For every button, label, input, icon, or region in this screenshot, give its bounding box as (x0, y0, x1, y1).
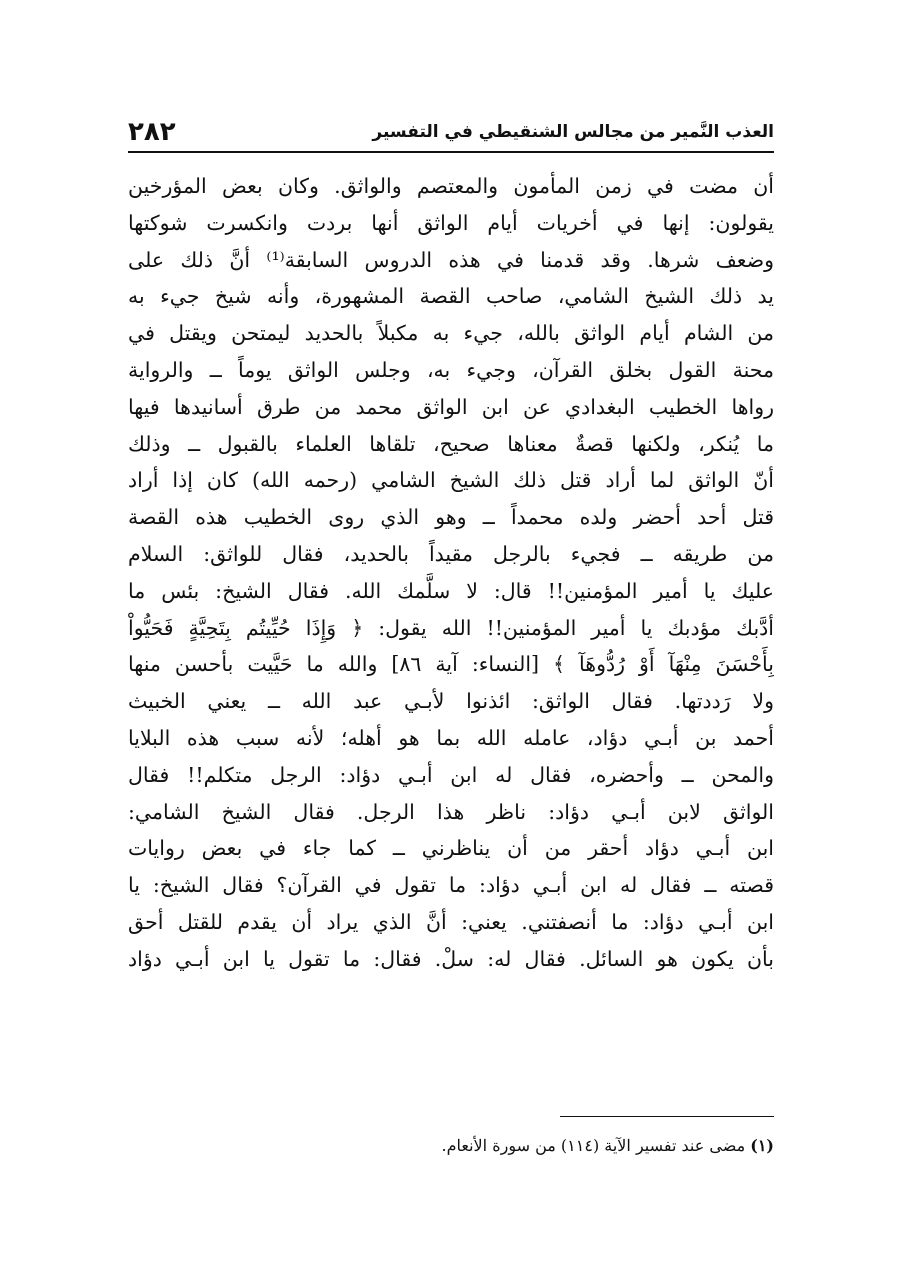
text-line: ما يُنكر، ولكنها قصةٌ معناها صحيح، تلقاها العلماء بالقبول ــ وذلك (128, 431, 774, 456)
text-line: ولا رَددتها. فقال الواثق: ائذنوا لأبـي عبد الله ــ يعني الخبيث (128, 689, 774, 714)
text-line: محنة القول بخلق القرآن، وجيء به، وجلس الواثق يوماً ــ والرواية (128, 357, 774, 382)
footnote-marker: (١) (750, 1136, 774, 1155)
text-line: وضعف شرها. وقد قدمنا في هذه الدروس السابقة⁽¹⁾ أنَّ ذلك على (128, 247, 774, 272)
text-line: أدَّبك مؤدبك يا أمير المؤمنين!! الله يقول: ﴿ وَإِذَا حُيِّيتُم بِتَحِيَّةٍ فَحَيُّواْ (128, 615, 774, 640)
text-line: من الشام أيام الواثق بالله، جيء به مكبلاً بالحديد ليمتحن ويقتل في (128, 321, 774, 346)
body-text (128, 168, 774, 978)
footnote-rule (560, 1116, 774, 1117)
text-line: أن مضت في زمن المأمون والمعتصم والواثق. وكان بعض المؤرخين (128, 174, 774, 198)
page-number: ٢٨٢ (128, 117, 176, 147)
text-line: ابن أبـي دؤاد أحقر من أن يناظرني ــ كما جاء في بعض روايات (128, 836, 774, 861)
text-line: عليك يا أمير المؤمنين!! قال: لا سلَّمك الله. فقال الشيخ: بئس ما (128, 578, 774, 603)
text-line: يقولون: إنها في أخريات أيام الواثق أنها بردت وانكسرت شوكتها (128, 210, 774, 235)
text-line: قتل أحد أحضر ولده محمداً ــ وهو الذي روى الخطيب هذه القصة (128, 505, 774, 530)
running-title: العذب النَّمير من مجالس الشنقيطي في التفسير (372, 122, 774, 142)
text-line: ابن أبـي دؤاد: ما أنصفتني. يعني: أنَّ الذي يراد أن يقدم للقتل أحق (128, 909, 774, 934)
footnote (128, 1133, 774, 1159)
text-line: بِأَحْسَنَ مِنْهَآ أَوْ رُدُّوهَآ ﴾ [النساء: آية ٨٦] والله ما حَيَّيت بأحسن منها (128, 652, 774, 677)
page-header (128, 112, 774, 152)
text-line: يد ذلك الشيخ الشامي، صاحب القصة المشهورة، وأنه شيخ جيء به (128, 284, 774, 309)
text-line: أنّ الواثق لما أراد قتل ذلك الشيخ الشامي (رحمه الله) كان إذا أراد (128, 468, 774, 493)
header-rule (128, 151, 774, 153)
text-line: أحمد بن أبـي دؤاد، عامله الله بما هو أهله؛ لأنه سبب هذه البلايا (128, 725, 774, 750)
footnote-text: مضى عند تفسير الآية (١١٤) من سورة الأنعام. (441, 1136, 746, 1155)
text-line: والمحن ــ وأحضره، فقال له ابن أبـي دؤاد: الرجل متكلم!! فقال (128, 762, 774, 787)
text-line: الواثق لابن أبـي دؤاد: ناظر هذا الرجل. فقال الشيخ الشامي: (128, 799, 774, 824)
text-line: بأن يكون هو السائل. فقال له: سلْ. فقال: ما تقول يا ابن أبـي دؤاد (128, 946, 774, 971)
text-line: قصته ــ فقال له ابن أبـي دؤاد: ما تقول في القرآن؟ فقال الشيخ: يا (128, 873, 774, 898)
text-line: رواها الخطيب البغدادي عن ابن الواثق محمد من طرق أسانيدها فيها (128, 394, 774, 419)
text-line: من طريقه ــ فجيء بالرجل مقيداً بالحديد، فقال للواثق: السلام (128, 541, 774, 566)
